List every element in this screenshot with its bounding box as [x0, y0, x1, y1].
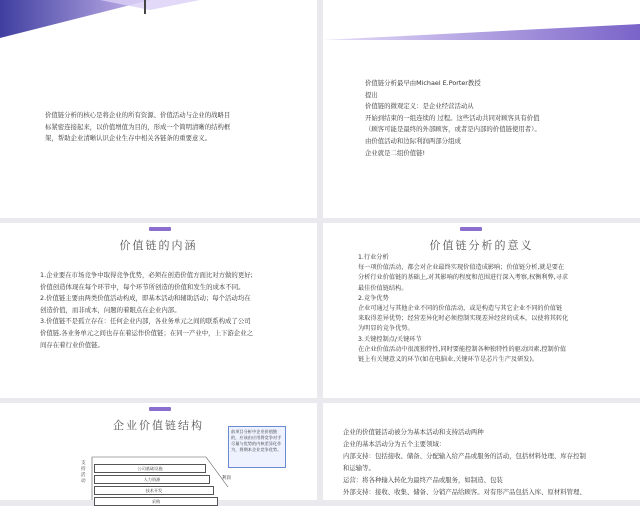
title-accent-bar	[149, 407, 171, 411]
text-line: 架，帮助企业清晰认识企业生存中相关各链条的重要意义。	[45, 134, 212, 143]
text-line: 企业可通过与其他企业不同的价值活动，或是构造与其它企业不同的价值链	[358, 305, 563, 313]
text-line: 间存在着行业价值链。	[40, 340, 104, 349]
slide-value-chain-connotation	[0, 223, 317, 398]
slide-value-chain-definition	[323, 0, 640, 218]
text-line: 1.企业要在市场竞争中取得竞争优势，必须在创造价值方面比对方做的更好;	[40, 271, 253, 279]
text-line: 3.关键控制点/关键环节	[358, 335, 422, 343]
text-line: 企业的价值链活动被分为基本活动和支持活动两种	[343, 428, 484, 436]
text-line: 价值链分析的核心是将企业的所有资源、价值活动与企业的战略目	[45, 111, 231, 119]
text-line: 2.竞争优势	[358, 294, 389, 302]
callout-note: 前项目分析中企业价值链的，应该由应用将竞争对手尽量与优势的内核差异化作为，将期本企业竞争优势。	[228, 426, 286, 468]
text-line: 来取得差异优势；经营差异化时必须控制实现差异经营的成本，以使将其转化	[358, 315, 569, 323]
text-line: 外部支持：接收、收集、储备、分销产品给顾客。对有形产品包括入库、原材料管理、	[343, 488, 586, 496]
text-line: 提出	[365, 90, 378, 99]
diagram-row-tech: 技术开发	[94, 486, 214, 495]
decor-vertical-line	[144, 0, 146, 14]
text-line: 运营：将各种输入转化为最终产品或服务，如制造、包装	[343, 476, 503, 484]
title-accent-bar	[460, 227, 482, 231]
slide-value-chain-core	[0, 0, 317, 218]
slide-title: 价值链分析的意义	[429, 239, 534, 252]
text-line: 开始到结束的一组连续的 过程。这些活动共同对顾客具有价值	[365, 113, 540, 122]
text-line: 为明显的竞争优势。	[358, 325, 414, 333]
text-line: 企业的基本活动分为五个主要领域：	[343, 440, 446, 448]
text-line: 3.价值链不是孤立存在：任何企业内部，各业务单元之间的联系构成了公司	[40, 317, 251, 326]
title-accent-bar	[149, 227, 171, 231]
slide3-text	[40, 270, 253, 351]
text-line: 1.行业分析	[358, 254, 389, 261]
slide-value-chain-structure	[0, 403, 317, 504]
text-line: （顾客可能是最终的外部顾客，或者是内部的价值链使用者）。	[365, 125, 541, 134]
slide1-text	[45, 110, 230, 145]
profit-label: 利润	[222, 476, 231, 481]
slide-value-chain-activities	[323, 403, 640, 500]
slide6-text	[343, 426, 586, 498]
slide-title: 价值链的内涵	[119, 239, 198, 252]
text-line: 链上有关键意义的环节(如在电脑业,关键环节是芯片生产及研发)。	[358, 356, 539, 364]
slide-value-chain-significance	[323, 223, 640, 398]
text-line: 价值创造体现在每个环节中，每个环节所创造的价值和发生的成本不同。	[40, 282, 245, 291]
slide4-text	[358, 253, 568, 365]
text-line: 企业就是二组价值链!	[365, 148, 426, 157]
slide-title: 企业价值链结构	[113, 419, 204, 432]
side-label: 支持活动	[81, 461, 86, 484]
decor-band	[323, 18, 640, 42]
text-line: 价值链分析最早由Michael E.Porter教授	[365, 79, 481, 87]
text-line: 每一项价值活动，都会对企业最终实现价值造成影响；价值链分析,就是要在	[358, 264, 565, 272]
decor-triangle	[0, 0, 200, 40]
text-line: 2.价值链主要由两类价值活动构成，即基本活动和辅助活动；每个活动均在	[40, 294, 251, 303]
diagram-row-hr: 人力资源	[94, 475, 210, 484]
text-line: 在企业价值活动中很流独特性,同时要能控制各种独特性的驱动因素,控制价值	[358, 345, 567, 353]
slide2-text	[365, 78, 541, 159]
text-line: 标紧密连接起来，以价值增值为目的，形成一个简明清晰的结构框	[45, 122, 231, 131]
text-line: 由价值活动和边际利润两部分组成	[365, 136, 461, 145]
text-line: 价值链的微观定义：是企业经营活动从	[365, 102, 474, 111]
text-line: 创造价值，而非成本，问题的着眼点在企业内部。	[40, 305, 181, 314]
text-line: 价值链,各业务单元之间也存在着运作价值链；在同一产业中，上下游企业之	[40, 328, 253, 337]
diagram-row-procurement: 采购	[94, 497, 218, 506]
diagram-row-infrastructure: 公司基础设施	[94, 464, 206, 473]
text-line: 内部支持：包括接收、储备、分配输入给产品或服务的活动，包括材料处理、库存控制	[343, 452, 586, 460]
text-line: 最佳价值链结构。	[358, 284, 408, 292]
text-line: 分析行业价值链的基础上,对其影响的程度和范围进行深入考察,权衡利弊,寻求	[358, 274, 569, 282]
text-line: 和运输等。	[343, 464, 375, 472]
